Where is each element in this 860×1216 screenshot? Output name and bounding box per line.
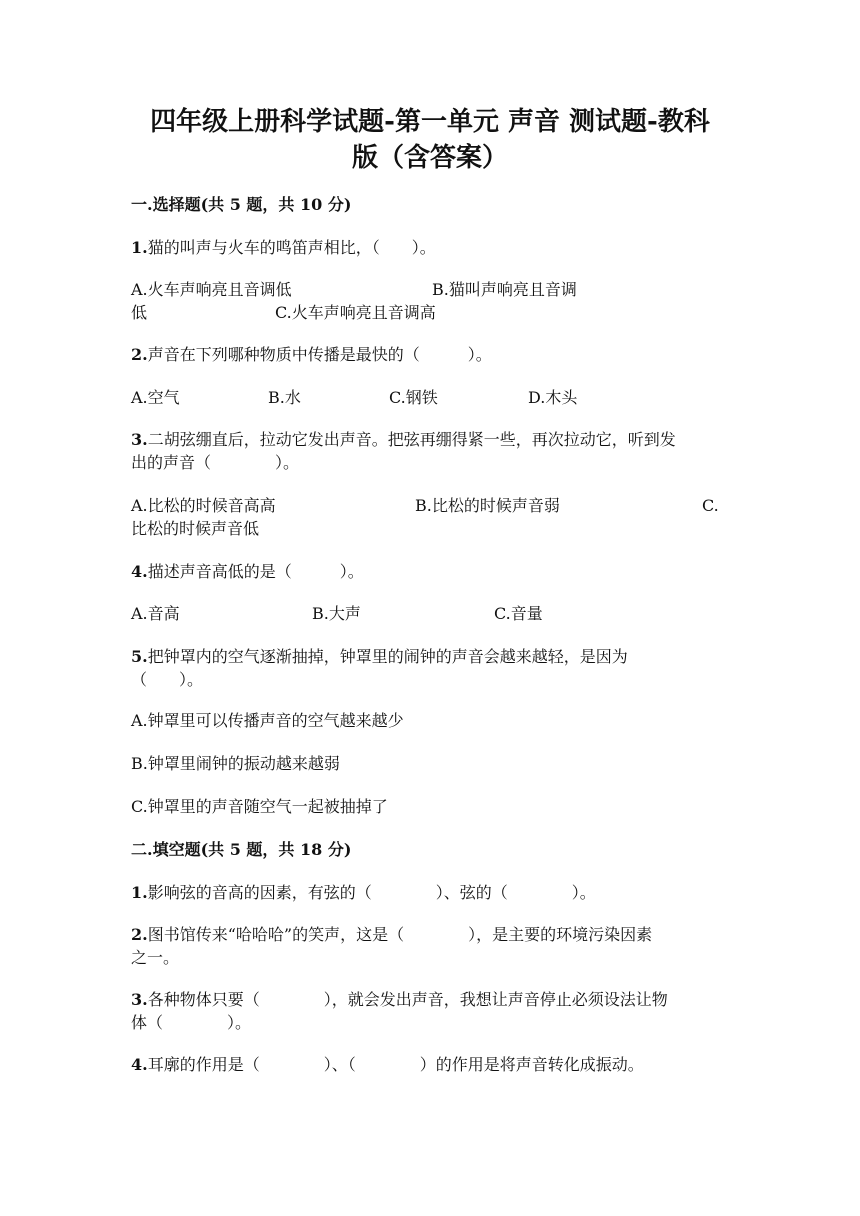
option-a: A.音高 xyxy=(131,604,180,623)
option-d: D.木头 xyxy=(528,388,578,407)
question-2 xyxy=(131,343,492,367)
question-number: 1. xyxy=(131,883,148,902)
question-number: 4. xyxy=(131,1055,148,1074)
question-text: 描述声音高低的是（ ）。 xyxy=(147,562,364,581)
fill-question-1 xyxy=(131,881,596,905)
option-a: A.火车声响亮且音调低 xyxy=(131,280,292,299)
page-title-line-2: 版（含答案） xyxy=(351,143,508,173)
section-heading-choice: 一.选择题(共 5 题，共 10 分) xyxy=(131,195,352,214)
option-c: C.火车声响亮且音调高 xyxy=(275,303,436,322)
question-number: 3. xyxy=(131,990,148,1009)
question-text: 把钟罩内的空气逐渐抽掉，钟罩里的闹钟的声音会越来越轻，是因为 xyxy=(147,647,628,666)
question-number: 1. xyxy=(131,238,148,257)
question-number: 2. xyxy=(131,925,148,944)
option-c: C. xyxy=(702,496,719,515)
question-number: 3. xyxy=(131,430,148,449)
question-text: 耳廓的作用是（ ）、（ ）的作用是将声音转化成振动。 xyxy=(147,1055,644,1074)
question-text: 声音在下列哪种物质中传播是最快的（ ）。 xyxy=(147,345,492,364)
question-text: 图书馆传来“哈哈哈”的笑声，这是（ ），是主要的环境污染因素 xyxy=(147,925,653,944)
fill-question-2 xyxy=(131,923,652,947)
option-c: C.钢铁 xyxy=(389,388,438,407)
page-title-line-1: 四年级上册科学试题-第一单元 声音 测试题-教科 xyxy=(150,107,710,137)
question-3 xyxy=(131,428,676,452)
fill-question-3-continued: 体（ ）。 xyxy=(131,1013,252,1032)
question-text: 各种物体只要（ ），就会发出声音，我想让声音停止必须设法让物 xyxy=(147,990,668,1009)
question-3-continued: 出的声音（ ）。 xyxy=(131,453,300,472)
question-text: 猫的叫声与火车的鸣笛声相比，（ ）。 xyxy=(147,238,436,257)
question-5-continued: （ ）。 xyxy=(131,670,204,689)
question-1 xyxy=(131,236,436,260)
question-number: 4. xyxy=(131,562,148,581)
option-b: B.水 xyxy=(268,388,301,407)
question-text: 二胡弦绷直后，拉动它发出声音。把弦再绷得紧一些，再次拉动它，听到发 xyxy=(147,430,676,449)
option-b: B.钟罩里闹钟的振动越来越弱 xyxy=(131,754,340,773)
fill-question-2-continued: 之一。 xyxy=(131,948,180,967)
option-c-continued: 比松的时候声音低 xyxy=(131,519,260,538)
question-number: 2. xyxy=(131,345,148,364)
option-c: C.钟罩里的声音随空气一起被抽掉了 xyxy=(131,797,388,816)
question-5 xyxy=(131,645,628,669)
fill-question-4 xyxy=(131,1053,644,1077)
option-b: B.比松的时候声音弱 xyxy=(415,496,560,515)
option-b: B.大声 xyxy=(312,604,361,623)
question-4 xyxy=(131,560,364,584)
option-a: A.比松的时候音高高 xyxy=(131,496,276,515)
fill-question-3 xyxy=(131,988,668,1012)
question-number: 5. xyxy=(131,647,148,666)
option-a: A.钟罩里可以传播声音的空气越来越少 xyxy=(131,711,404,730)
option-a: A.空气 xyxy=(131,388,180,407)
section-heading-fill-in: 二.填空题(共 5 题，共 18 分) xyxy=(131,840,352,859)
question-text: 影响弦的音高的因素，有弦的（ ）、弦的（ ）。 xyxy=(147,883,596,902)
option-b: B.猫叫声响亮且音调 xyxy=(432,280,577,299)
option-b-continued: 低 xyxy=(131,303,148,322)
option-c: C.音量 xyxy=(494,604,543,623)
